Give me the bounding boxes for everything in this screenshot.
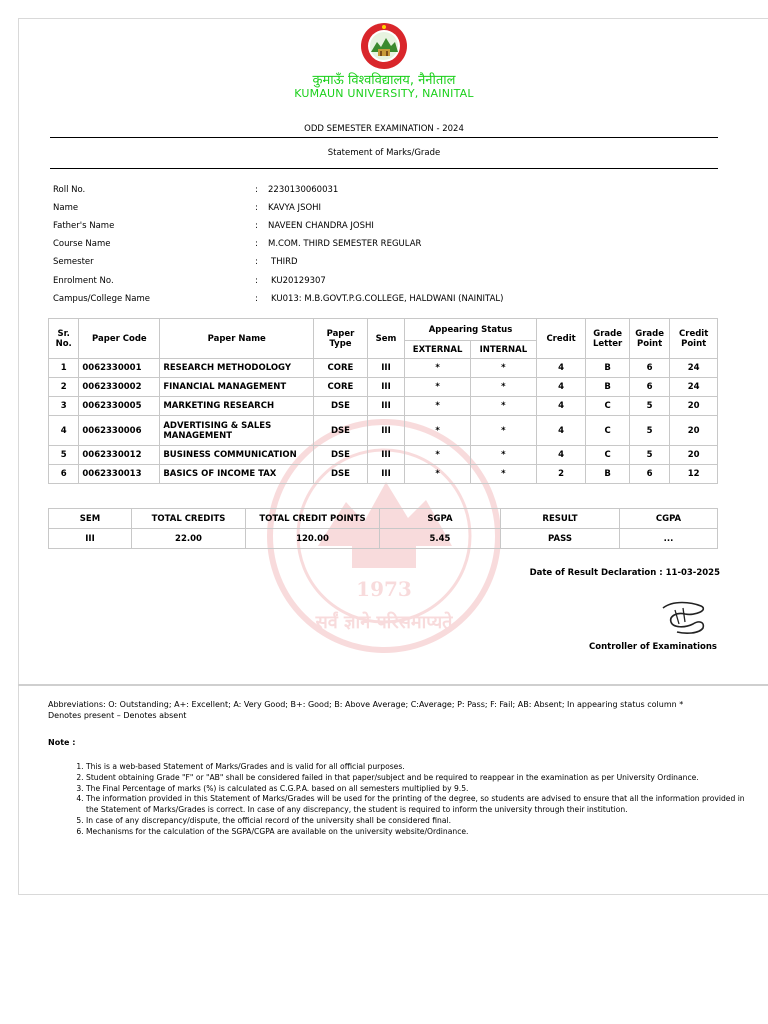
header-credit: Credit bbox=[536, 319, 586, 359]
note-item: 6. Mechanisms for the calculation of the SGPA/CGPA are available on the university website/Ordinance. bbox=[86, 827, 746, 838]
cell-credit-point: 20 bbox=[670, 416, 718, 446]
header-internal: INTERNAL bbox=[471, 341, 537, 359]
marks-table bbox=[48, 318, 718, 484]
cell-grade-point: 5 bbox=[629, 446, 669, 465]
table-row bbox=[49, 359, 718, 378]
cell-type: DSE bbox=[314, 416, 368, 446]
cell-type: CORE bbox=[314, 378, 368, 397]
cell-code: 0062330001 bbox=[79, 359, 160, 378]
cell-internal: * bbox=[471, 465, 537, 484]
cell-name: BUSINESS COMMUNICATION bbox=[160, 446, 314, 465]
header-paper-name: Paper Name bbox=[160, 319, 314, 359]
info-value: M.COM. THIRD SEMESTER REGULAR bbox=[268, 239, 422, 249]
statement-title: Statement of Marks/Grade bbox=[327, 148, 441, 158]
cell-internal: * bbox=[471, 378, 537, 397]
cell-grade-point: 6 bbox=[629, 359, 669, 378]
header-appearing-status: Appearing Status bbox=[405, 319, 537, 341]
table-row bbox=[49, 465, 718, 484]
seal-motto: सर्वं ज्ञाने परिसमाप्यते bbox=[315, 612, 453, 633]
info-label: Roll No. bbox=[53, 185, 86, 195]
cell-name: ADVERTISING & SALES MANAGEMENT bbox=[160, 416, 314, 446]
cell-external: * bbox=[405, 378, 471, 397]
university-logo bbox=[360, 22, 408, 70]
summary-value-row bbox=[49, 529, 718, 549]
result-declaration-date: Date of Result Declaration : 11-03-2025 bbox=[529, 568, 720, 578]
controller-signature bbox=[655, 598, 711, 638]
cell-credit: 2 bbox=[536, 465, 586, 484]
summary-header-total-credit-points: TOTAL CREDIT POINTS bbox=[246, 509, 380, 529]
info-colon: : bbox=[255, 221, 258, 231]
info-label: Name bbox=[53, 203, 79, 213]
info-colon: : bbox=[255, 185, 258, 195]
info-label: Father's Name bbox=[53, 221, 115, 231]
info-value: KU20129307 bbox=[271, 276, 326, 286]
cell-sr: 6 bbox=[49, 465, 79, 484]
marks-header-row bbox=[49, 319, 718, 341]
cell-name: MARKETING RESEARCH bbox=[160, 397, 314, 416]
info-colon: : bbox=[255, 276, 258, 286]
section-divider bbox=[18, 684, 768, 686]
cell-sem: III bbox=[367, 446, 404, 465]
cell-type: DSE bbox=[314, 446, 368, 465]
info-value: 2230130060031 bbox=[268, 185, 339, 195]
cell-sem: III bbox=[367, 416, 404, 446]
summary-header-result: RESULT bbox=[501, 509, 620, 529]
cell-grade-point: 6 bbox=[629, 378, 669, 397]
cell-sr: 3 bbox=[49, 397, 79, 416]
note-title: Note : bbox=[48, 738, 76, 747]
cell-external: * bbox=[405, 397, 471, 416]
exam-title: ODD SEMESTER EXAMINATION - 2024 bbox=[304, 124, 464, 134]
info-value: THIRD bbox=[271, 257, 298, 267]
cell-external: * bbox=[405, 359, 471, 378]
header-credit-point: Credit Point bbox=[670, 319, 718, 359]
info-label: Course Name bbox=[53, 239, 111, 249]
cell-type: CORE bbox=[314, 359, 368, 378]
cell-credit: 4 bbox=[536, 359, 586, 378]
cell-code: 0062330012 bbox=[79, 446, 160, 465]
summary-total-credits: 22.00 bbox=[132, 529, 246, 549]
cell-credit: 4 bbox=[536, 378, 586, 397]
cell-sem: III bbox=[367, 378, 404, 397]
cell-sr: 1 bbox=[49, 359, 79, 378]
cell-name: RESEARCH METHODOLOGY bbox=[160, 359, 314, 378]
summary-header-cgpa: CGPA bbox=[620, 509, 718, 529]
cell-credit-point: 20 bbox=[670, 397, 718, 416]
header-grade-letter: Grade Letter bbox=[586, 319, 630, 359]
cell-credit: 4 bbox=[536, 446, 586, 465]
cell-sem: III bbox=[367, 465, 404, 484]
table-row bbox=[49, 397, 718, 416]
summary-total-credit-points: 120.00 bbox=[246, 529, 380, 549]
cell-external: * bbox=[405, 416, 471, 446]
cell-credit: 4 bbox=[536, 416, 586, 446]
abbreviations-text: Abbreviations: O: Outstanding; A+: Excellent; A: Very Good; B+: Good; B: Above Average; C:Average; P: Pass; F: Fail; AB: Absent; In appearing status column * Denotes present – Denotes absent bbox=[48, 700, 684, 720]
cell-code: 0062330006 bbox=[79, 416, 160, 446]
cell-sr: 2 bbox=[49, 378, 79, 397]
summary-header-row bbox=[49, 509, 718, 529]
cell-grade-point: 6 bbox=[629, 465, 669, 484]
summary-cgpa: ... bbox=[620, 529, 718, 549]
cell-grade-point: 5 bbox=[629, 397, 669, 416]
note-item: 1. This is a web-based Statement of Marks/Grades and is valid for all official purposes. bbox=[86, 762, 746, 773]
header-external: EXTERNAL bbox=[405, 341, 471, 359]
cell-credit-point: 20 bbox=[670, 446, 718, 465]
summary-sem: III bbox=[49, 529, 132, 549]
header-paper-type: Paper Type bbox=[314, 319, 368, 359]
note-item: 4. The information provided in this Statement of Marks/Grades will be used for the printing of the degree, so students are advised to ensure that all the information provided in the Statement of Marks/Grades is correct. In case of any discrepancy, the student is required to inform the university through their institution. bbox=[86, 794, 746, 816]
cell-external: * bbox=[405, 446, 471, 465]
summary-sgpa: 5.45 bbox=[380, 529, 501, 549]
cell-name: FINANCIAL MANAGEMENT bbox=[160, 378, 314, 397]
notes-list bbox=[48, 762, 746, 838]
cell-internal: * bbox=[471, 416, 537, 446]
cell-code: 0062330013 bbox=[79, 465, 160, 484]
result-summary-table bbox=[48, 508, 718, 549]
info-colon: : bbox=[255, 294, 258, 304]
cell-grade-letter: C bbox=[586, 446, 630, 465]
cell-credit-point: 24 bbox=[670, 359, 718, 378]
cell-sr: 4 bbox=[49, 416, 79, 446]
summary-result: PASS bbox=[501, 529, 620, 549]
cell-internal: * bbox=[471, 359, 537, 378]
cell-internal: * bbox=[471, 397, 537, 416]
cell-code: 0062330005 bbox=[79, 397, 160, 416]
cell-external: * bbox=[405, 465, 471, 484]
cell-credit-point: 12 bbox=[670, 465, 718, 484]
header-rule-top bbox=[50, 137, 718, 138]
info-colon: : bbox=[255, 239, 258, 249]
cell-grade-letter: B bbox=[586, 465, 630, 484]
cell-credit: 4 bbox=[536, 397, 586, 416]
cell-grade-letter: B bbox=[586, 359, 630, 378]
info-label: Semester bbox=[53, 257, 94, 267]
header-paper-code: Paper Code bbox=[79, 319, 160, 359]
summary-header-total-credits: TOTAL CREDITS bbox=[132, 509, 246, 529]
table-row bbox=[49, 446, 718, 465]
summary-header-sgpa: SGPA bbox=[380, 509, 501, 529]
university-name-hindi: कुमाऊँ विश्वविद्यालय, नैनीताल bbox=[312, 73, 456, 88]
info-value: KU013: M.B.GOVT.P.G.COLLEGE, HALDWANI (NAINITAL) bbox=[271, 294, 504, 304]
cell-grade-point: 5 bbox=[629, 416, 669, 446]
header-sr-no: Sr. No. bbox=[49, 319, 79, 359]
cell-name: BASICS OF INCOME TAX bbox=[160, 465, 314, 484]
cell-sem: III bbox=[367, 397, 404, 416]
cell-code: 0062330002 bbox=[79, 378, 160, 397]
info-label: Campus/College Name bbox=[53, 294, 150, 304]
controller-of-examinations-label: Controller of Examinations bbox=[589, 642, 717, 652]
note-item: 2. Student obtaining Grade "F" or "AB" shall be considered failed in that paper/subject and be required to reappear in the examination as per University Ordinance. bbox=[86, 773, 746, 784]
cell-sem: III bbox=[367, 359, 404, 378]
info-value: KAVYA JSOHI bbox=[268, 203, 322, 213]
note-item: 3. The Final Percentage of marks (%) is calculated as C.G.P.A. based on all semesters multiplied by 9.5. bbox=[86, 784, 746, 795]
header-rule-bottom bbox=[50, 168, 718, 169]
note-item: 5. In case of any discrepancy/dispute, the official record of the university shall be considered final. bbox=[86, 816, 746, 827]
cell-internal: * bbox=[471, 446, 537, 465]
header-sem: Sem bbox=[367, 319, 404, 359]
cell-grade-letter: C bbox=[586, 397, 630, 416]
seal-year: 1973 bbox=[356, 577, 412, 601]
table-row bbox=[49, 378, 718, 397]
university-name-english: KUMAUN UNIVERSITY, NAINITAL bbox=[294, 87, 474, 100]
info-colon: : bbox=[255, 203, 258, 213]
cell-grade-letter: C bbox=[586, 416, 630, 446]
info-value: NAVEEN CHANDRA JOSHI bbox=[268, 221, 374, 231]
header-grade-point: Grade Point bbox=[629, 319, 669, 359]
cell-sr: 5 bbox=[49, 446, 79, 465]
info-colon: : bbox=[255, 257, 258, 267]
cell-credit-point: 24 bbox=[670, 378, 718, 397]
cell-type: DSE bbox=[314, 397, 368, 416]
cell-grade-letter: B bbox=[586, 378, 630, 397]
table-row bbox=[49, 416, 718, 446]
cell-type: DSE bbox=[314, 465, 368, 484]
summary-header-sem: SEM bbox=[49, 509, 132, 529]
info-label: Enrolment No. bbox=[53, 276, 114, 286]
